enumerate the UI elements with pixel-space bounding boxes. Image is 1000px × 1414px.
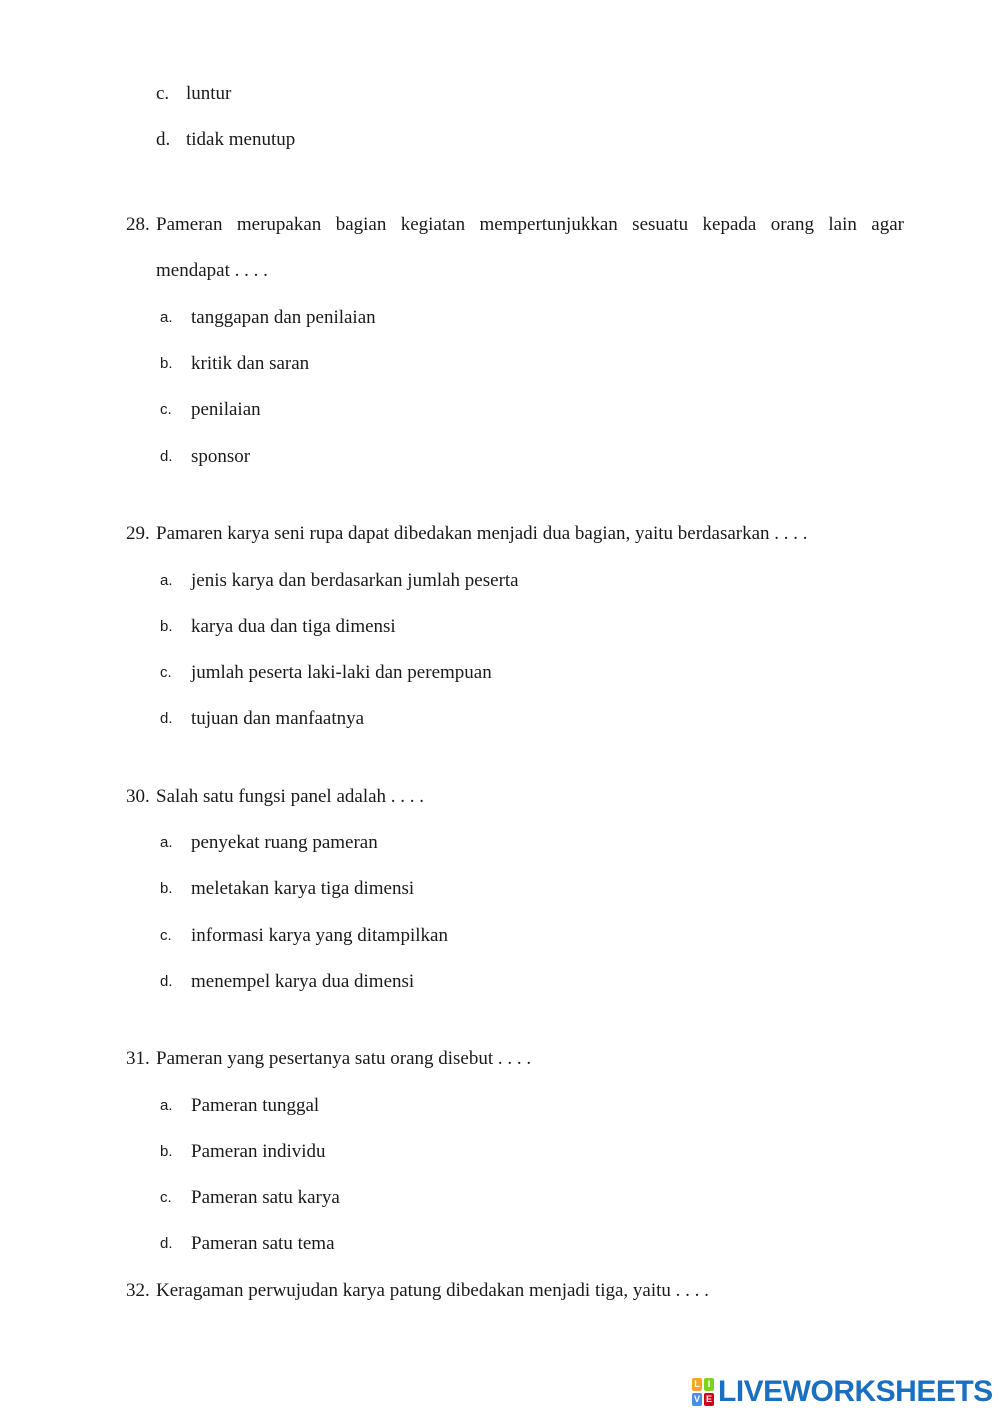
option-label: a. xyxy=(160,1097,173,1114)
option-label: a. xyxy=(160,572,173,589)
option-label: d. xyxy=(160,448,173,465)
option-text: informasi karya yang ditampilkan xyxy=(191,925,448,946)
option-text: penyekat ruang pameran xyxy=(191,832,378,853)
option-label: c. xyxy=(160,1189,172,1206)
option-text: jenis karya dan berdasarkan jumlah peserta xyxy=(191,570,519,591)
logo-tile: I xyxy=(704,1378,714,1391)
option-label: d. xyxy=(160,973,173,990)
option-text: Pameran satu karya xyxy=(191,1187,340,1208)
question-text: Pameran yang pesertanya satu orang disebut . . . . xyxy=(156,1048,532,1069)
option-label: c. xyxy=(160,664,172,681)
option-label: c. xyxy=(160,927,172,944)
question-text: Keragaman perwujudan karya patung dibedakan menjadi tiga, yaitu . . . . xyxy=(156,1280,709,1301)
option-label: c. xyxy=(160,401,172,418)
option-text: tanggapan dan penilaian xyxy=(191,307,376,328)
question-number: 30. xyxy=(126,786,150,807)
option-label: b. xyxy=(160,880,173,897)
option-label: a. xyxy=(160,309,173,326)
option-text: karya dua dan tiga dimensi xyxy=(191,616,396,637)
option-label: a. xyxy=(160,834,173,851)
question-number: 28. xyxy=(126,214,150,235)
question-text: Pamaren karya seni rupa dapat dibedakan menjadi dua bagian, yaitu berdasarkan . . . . xyxy=(156,523,808,544)
logo-tile: E xyxy=(705,1394,712,1404)
option-text: sponsor xyxy=(191,446,251,467)
option-label: d. xyxy=(160,1235,173,1252)
option-text: Pameran satu tema xyxy=(191,1233,335,1254)
option-label: b. xyxy=(160,1143,173,1160)
logo-tile: V xyxy=(693,1394,700,1404)
logo-text: LIVEWORKSHEETS xyxy=(718,1375,993,1408)
option-label: b. xyxy=(160,355,173,372)
question-text: Salah satu fungsi panel adalah . . . . xyxy=(156,786,425,807)
option-text: tidak menutup xyxy=(186,129,296,150)
option-text: penilaian xyxy=(191,399,261,420)
liveworksheets-logo-icon xyxy=(692,1378,714,1406)
option-label: d. xyxy=(156,129,171,150)
option-label: c. xyxy=(156,83,170,104)
question-number: 32. xyxy=(126,1280,150,1301)
option-text: luntur xyxy=(186,83,232,104)
option-label: d. xyxy=(160,710,173,727)
option-label: b. xyxy=(160,618,173,635)
liveworksheets-logo[interactable] xyxy=(692,1375,993,1409)
option-text: meletakan karya tiga dimensi xyxy=(191,878,415,899)
option-text: kritik dan saran xyxy=(191,353,310,374)
option-text: Pameran tunggal xyxy=(191,1095,320,1116)
option-text: menempel karya dua dimensi xyxy=(191,971,415,992)
question-number: 31. xyxy=(126,1048,150,1069)
option-text: tujuan dan manfaatnya xyxy=(191,708,365,729)
question-text: Pameran merupakan bagian kegiatan mempertunjukkan sesuatu kepada orang lain agar xyxy=(156,214,904,235)
option-text: jumlah peserta laki-laki dan perempuan xyxy=(191,662,492,683)
question-text-continued: mendapat . . . . xyxy=(156,260,268,281)
logo-tile: L xyxy=(692,1378,702,1391)
question-number: 29. xyxy=(126,523,150,544)
option-text: Pameran individu xyxy=(191,1141,326,1162)
